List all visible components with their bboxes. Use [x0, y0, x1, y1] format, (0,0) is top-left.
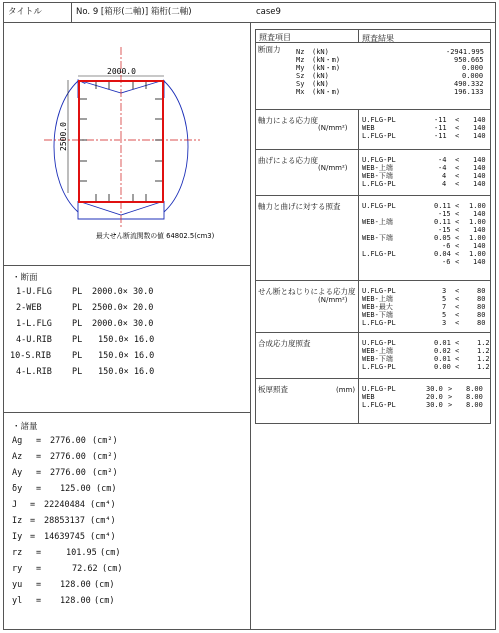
- cell-text: 2000.0× 30.0: [92, 319, 154, 329]
- cell-text: 28853137: [44, 516, 85, 526]
- check-value: 196.133: [454, 88, 484, 96]
- check-value: L.FLG-PL: [362, 180, 396, 188]
- member-name: No. 9 [箱形(二軸)] 箱桁(二軸): [76, 7, 192, 17]
- cell-text: (cm): [94, 580, 115, 590]
- check-value: Mz: [296, 56, 305, 64]
- check-value: (kN・m): [312, 88, 341, 96]
- check-value: WEB: [362, 124, 375, 132]
- check-value: (kN): [312, 80, 329, 88]
- cell-text: 4-U.RIB: [16, 335, 52, 345]
- check-value: 0.05: [434, 234, 451, 242]
- check-value: <: [455, 116, 460, 124]
- check-value: <: [455, 226, 460, 234]
- check-value: 140: [473, 132, 486, 140]
- section-title: ・断面: [12, 273, 38, 283]
- cell-text: 72.62: [72, 564, 98, 574]
- check-value: <: [455, 250, 460, 258]
- check-value: 8.00: [466, 385, 483, 393]
- check-value: L.FLG-PL: [362, 250, 396, 258]
- check-value: <: [455, 164, 460, 172]
- max-shear-flow-note: 最大せん断流関数の値 64802.5(cm3): [96, 232, 215, 240]
- cell-text: PL: [72, 335, 83, 345]
- cell-text: (cm²): [92, 452, 118, 462]
- check-value: 140: [473, 242, 486, 250]
- cell-text: =: [36, 452, 42, 462]
- check-value: 140: [473, 210, 486, 218]
- check-value: <: [455, 156, 460, 164]
- check-value: -11: [434, 132, 447, 140]
- check-value: -15: [438, 226, 451, 234]
- cell-text: 150.0× 16.0: [98, 335, 155, 345]
- check-value: 140: [473, 124, 486, 132]
- check-value: <: [455, 172, 460, 180]
- check-value: >: [448, 393, 453, 401]
- property-row: [4, 532, 250, 547]
- case-name: case9: [256, 7, 281, 17]
- check-value: -2941.995: [446, 48, 484, 56]
- check-value: 4: [442, 180, 447, 188]
- check-value: 140: [473, 164, 486, 172]
- check-value: <: [455, 303, 460, 311]
- check-value: 1.00: [469, 234, 486, 242]
- cell-text: Az: [12, 452, 23, 462]
- cross-section-diagram: [4, 23, 250, 265]
- cell-text: yl: [12, 596, 23, 606]
- cell-text: Iy: [12, 532, 23, 542]
- check-row-combined: 軸力と曲げに対する照査 U.FLG-PL 0.11 < 1.00 -15 < 140 WEB-上端 0.11 < 1.00 -15 < 140 WEB-下端 0.05 < 1.00 -6 < 140 L.FLG-PL 0.04 < 1.00 -6 < 140: [255, 196, 491, 281]
- check-value: U.FLG-PL: [362, 385, 396, 393]
- cell-text: rz: [12, 548, 23, 558]
- check-value: 1.2: [477, 363, 490, 371]
- cell-text: (cm): [100, 548, 121, 558]
- cell-text: =: [30, 500, 36, 510]
- property-row: [4, 468, 250, 483]
- property-row: [4, 500, 250, 515]
- cell-text: 22240484: [44, 500, 85, 510]
- property-row: [4, 564, 250, 579]
- check-row-axial: 軸力による応力度 (N/mm²) U.FLG-PL -11 < 140 WEB -11 < 140 L.FLG-PL -11 < 140: [255, 110, 491, 150]
- check-value: <: [455, 202, 460, 210]
- check-value: 80: [477, 287, 486, 295]
- cell-text: PL: [72, 319, 83, 329]
- cell-text: (cm⁴): [90, 532, 116, 542]
- check-row-thickness: 板厚照査 (mm) U.FLG-PL 30.0 > 8.00 WEB 20.0 > 8.00 L.FLG-PL 30.0 > 8.00: [255, 379, 491, 424]
- cell-text: 150.0× 16.0: [98, 351, 155, 361]
- cell-text: J: [12, 500, 18, 510]
- check-value: 0.11: [434, 218, 451, 226]
- check-value: WEB-下端: [362, 355, 393, 363]
- col-result-header: 照査結果: [362, 34, 394, 43]
- check-value: 3: [442, 287, 447, 295]
- calc-sheet: [3, 2, 496, 630]
- cell-text: 128.00: [60, 596, 91, 606]
- check-value: 0.000: [462, 64, 484, 72]
- check-value: U.FLG-PL: [362, 156, 396, 164]
- check-row-forces: 断面力 Nz (kN) -2941.995 Mz (kN・m) 950.665 My (kN・m) 0.000 Sz (kN) 0.000 Sy (kN) 490.332 Mx (kN・m) 196.133: [255, 43, 491, 110]
- check-value: 7: [442, 303, 447, 311]
- check-table-header: [255, 29, 491, 43]
- property-row: [4, 452, 250, 467]
- check-value: WEB-上端: [362, 295, 393, 303]
- check-value: WEB-上端: [362, 347, 393, 355]
- check-value: WEB-最大: [362, 303, 393, 311]
- check-value: 4: [442, 172, 447, 180]
- check-value: U.FLG-PL: [362, 287, 396, 295]
- cross-section-svg: [4, 23, 250, 265]
- cell-text: (cm²): [92, 436, 118, 446]
- plate-row: [4, 287, 250, 301]
- check-value: 5: [442, 295, 447, 303]
- cell-text: 2000.0× 30.0: [92, 287, 154, 297]
- check-value: 140: [473, 156, 486, 164]
- cell-text: =: [36, 580, 42, 590]
- check-value: -4: [438, 164, 447, 172]
- check-value: WEB-下端: [362, 172, 393, 180]
- title-label: タイトル: [4, 3, 72, 22]
- check-value: 0.02: [434, 347, 451, 355]
- check-value: L.FLG-PL: [362, 319, 396, 327]
- property-row: [4, 516, 250, 531]
- check-value: 490.332: [454, 80, 484, 88]
- check-value: 0.01: [434, 339, 451, 347]
- dimension-lines: [68, 76, 164, 193]
- cell-text: =: [30, 532, 36, 542]
- check-value: My: [296, 64, 305, 72]
- check-value: U.FLG-PL: [362, 339, 396, 347]
- check-row-shear: せん断とねじりによる応力度 (N/mm²) U.FLG-PL 3 < 80 WEB-上端 5 < 80 WEB-最大 7 < 80 WEB-下端 5 < 80 L.FLG-PL 3 < 80: [255, 281, 491, 333]
- check-value: L.FLG-PL: [362, 401, 396, 409]
- check-value: <: [455, 347, 460, 355]
- check-value: >: [448, 385, 453, 393]
- check-value: 30.0: [426, 401, 443, 409]
- property-row: [4, 548, 250, 563]
- check-value: 1.00: [469, 218, 486, 226]
- cell-text: δy: [12, 484, 23, 494]
- check-value: U.FLG-PL: [362, 202, 396, 210]
- check-value: >: [448, 401, 453, 409]
- check-value: Nz: [296, 48, 305, 56]
- check-value: Mx: [296, 88, 305, 96]
- col-item-header: 照査項目: [259, 33, 291, 42]
- check-value: -15: [438, 210, 451, 218]
- check-value: (kN・m): [312, 56, 341, 64]
- check-value: <: [455, 339, 460, 347]
- cell-text: 150.0× 16.0: [98, 367, 155, 377]
- cell-text: 2776.00: [50, 436, 86, 446]
- check-value: 1.2: [477, 339, 490, 347]
- height-dimension: 2500.0: [59, 122, 68, 151]
- check-value: 20.0: [426, 393, 443, 401]
- cell-text: (cm²): [92, 468, 118, 478]
- check-value: <: [455, 355, 460, 363]
- check-value: WEB-上端: [362, 218, 393, 226]
- check-value: Sy: [296, 80, 305, 88]
- check-value: -4: [438, 156, 447, 164]
- check-value: 8.00: [466, 401, 483, 409]
- cell-text: Ag: [12, 436, 23, 446]
- check-value: -11: [434, 124, 447, 132]
- check-value: L.FLG-PL: [362, 363, 396, 371]
- cell-text: 2500.0× 20.0: [92, 303, 154, 313]
- cell-text: =: [36, 564, 42, 574]
- check-value: 1.00: [469, 202, 486, 210]
- check-value: <: [455, 242, 460, 250]
- check-value: Sz: [296, 72, 305, 80]
- plate-row: [4, 351, 250, 365]
- check-value: WEB: [362, 393, 375, 401]
- properties-title: ・諸量: [12, 422, 38, 432]
- plate-row: [4, 303, 250, 317]
- property-row: [4, 484, 250, 499]
- check-row-composite: 合成応力度照査 U.FLG-PL 0.01 < 1.2 WEB-上端 0.02 < 1.2 WEB-下端 0.01 < 1.2 L.FLG-PL 0.00 < 1.2: [255, 333, 491, 379]
- check-value: WEB-下端: [362, 311, 393, 319]
- check-value: <: [455, 311, 460, 319]
- check-value: 80: [477, 319, 486, 327]
- check-value: 5: [442, 311, 447, 319]
- cell-text: =: [36, 484, 42, 494]
- properties-divider: [4, 412, 250, 413]
- check-value: 80: [477, 311, 486, 319]
- check-value: 0.00: [434, 363, 451, 371]
- cell-text: 1-U.FLG: [16, 287, 52, 297]
- check-value: 0.11: [434, 202, 451, 210]
- cell-text: 128.00: [60, 580, 91, 590]
- check-value: WEB-上端: [362, 164, 393, 172]
- check-value: 140: [473, 116, 486, 124]
- cell-text: 2776.00: [50, 452, 86, 462]
- cell-text: (cm⁴): [90, 516, 116, 526]
- cell-text: (cm): [96, 484, 117, 494]
- check-value: -6: [442, 242, 451, 250]
- check-value: 140: [473, 172, 486, 180]
- check-value: 80: [477, 295, 486, 303]
- plate-row: [4, 335, 250, 349]
- cell-text: 10-S.RIB: [10, 351, 51, 361]
- cell-text: 2776.00: [50, 468, 86, 478]
- check-value: 950.665: [454, 56, 484, 64]
- check-value: (kN): [312, 72, 329, 80]
- check-value: 140: [473, 258, 486, 266]
- plate-row: [4, 367, 250, 381]
- check-value: 140: [473, 180, 486, 188]
- cell-text: =: [36, 436, 42, 446]
- check-value: 30.0: [426, 385, 443, 393]
- check-value: WEB-下端: [362, 234, 393, 242]
- check-value: (kN): [312, 48, 329, 56]
- check-value: 0.04: [434, 250, 451, 258]
- check-value: <: [455, 124, 460, 132]
- column-divider: [250, 23, 251, 630]
- check-value: 80: [477, 303, 486, 311]
- cell-text: PL: [72, 351, 83, 361]
- check-value: 1.2: [477, 355, 490, 363]
- check-table: [255, 29, 491, 424]
- cell-text: =: [30, 516, 36, 526]
- check-value: -11: [434, 116, 447, 124]
- cell-text: 2-WEB: [16, 303, 42, 313]
- sheet-header: [4, 3, 495, 23]
- property-row: [4, 596, 250, 611]
- check-value: 3: [442, 319, 447, 327]
- cell-text: PL: [72, 287, 83, 297]
- cell-text: 125.00: [60, 484, 91, 494]
- property-row: [4, 580, 250, 595]
- cell-text: =: [36, 596, 42, 606]
- cell-text: 101.95: [66, 548, 97, 558]
- check-value: <: [455, 234, 460, 242]
- width-dimension: 2000.0: [107, 67, 136, 76]
- check-value: <: [455, 218, 460, 226]
- check-value: (kN・m): [312, 64, 341, 72]
- cell-text: ry: [12, 564, 23, 574]
- check-value: 0.01: [434, 355, 451, 363]
- cell-text: PL: [72, 367, 83, 377]
- check-value: L.FLG-PL: [362, 132, 396, 140]
- check-value: <: [455, 258, 460, 266]
- property-row: [4, 436, 250, 451]
- section-divider: [4, 265, 250, 266]
- cell-text: 4-L.RIB: [16, 367, 52, 377]
- check-value: 1.2: [477, 347, 490, 355]
- check-value: <: [455, 210, 460, 218]
- cell-text: Iz: [12, 516, 23, 526]
- check-value: 140: [473, 226, 486, 234]
- cell-text: PL: [72, 303, 83, 313]
- cell-text: =: [36, 468, 42, 478]
- cell-text: (cm): [102, 564, 123, 574]
- check-value: 1.00: [469, 250, 486, 258]
- cell-text: yu: [12, 580, 23, 590]
- check-value: <: [455, 363, 460, 371]
- check-value: U.FLG-PL: [362, 116, 396, 124]
- cell-text: Ay: [12, 468, 23, 478]
- cell-text: =: [36, 548, 42, 558]
- cell-text: (cm⁴): [90, 500, 116, 510]
- check-value: <: [455, 295, 460, 303]
- check-row-bending: 曲げによる応力度 (N/mm²) U.FLG-PL -4 < 140 WEB-上端 -4 < 140 WEB-下端 4 < 140 L.FLG-PL 4 < 140: [255, 150, 491, 196]
- check-value: <: [455, 132, 460, 140]
- check-value: 0.000: [462, 72, 484, 80]
- check-value: <: [455, 287, 460, 295]
- cell-text: 1-L.FLG: [16, 319, 52, 329]
- check-value: 8.00: [466, 393, 483, 401]
- check-value: -6: [442, 258, 451, 266]
- cell-text: (cm): [94, 596, 115, 606]
- check-value: <: [455, 319, 460, 327]
- plate-row: [4, 319, 250, 333]
- check-value: <: [455, 180, 460, 188]
- cell-text: 14639745: [44, 532, 85, 542]
